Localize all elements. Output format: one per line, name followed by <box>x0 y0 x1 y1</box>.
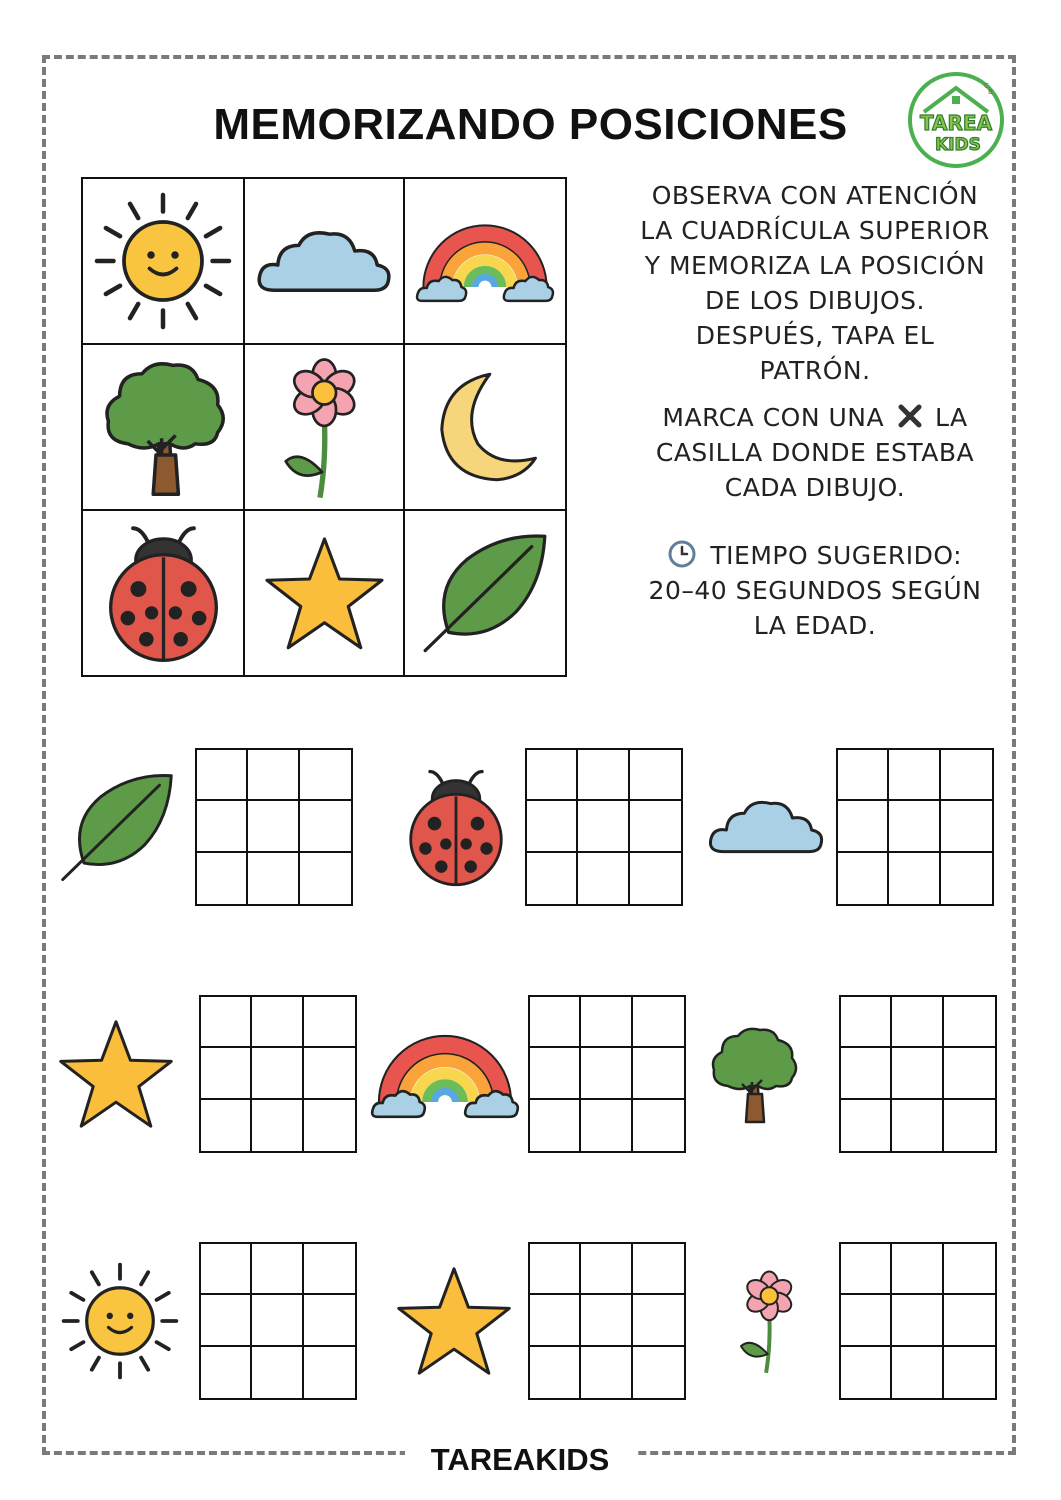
cross-mark-icon <box>897 403 923 429</box>
answer-cell[interactable] <box>252 1295 303 1346</box>
answer-cell[interactable] <box>892 1048 943 1099</box>
ladybug-icon <box>405 767 507 887</box>
answer-cell[interactable] <box>527 750 578 801</box>
answer-cell[interactable] <box>633 1347 684 1398</box>
instruction-line: 20–40 SEGUNDOS SEGÚN <box>648 576 982 605</box>
answer-cell[interactable] <box>300 750 351 801</box>
answer-cell[interactable] <box>633 1100 684 1151</box>
answer-cell[interactable] <box>527 853 578 904</box>
answer-cell[interactable] <box>892 1244 943 1295</box>
answer-cell[interactable] <box>304 1100 355 1151</box>
instruction-line: OBSERVA CON ATENCIÓN <box>651 181 979 210</box>
answer-cell[interactable] <box>578 853 629 904</box>
answer-cell[interactable] <box>581 1244 632 1295</box>
answer-grid <box>528 995 686 1153</box>
answer-cell[interactable] <box>201 997 252 1048</box>
answer-cell[interactable] <box>941 750 992 801</box>
answer-cell[interactable] <box>944 1048 995 1099</box>
answer-cell[interactable] <box>892 1100 943 1151</box>
answer-cell[interactable] <box>527 801 578 852</box>
answer-cell[interactable] <box>304 997 355 1048</box>
answer-cell[interactable] <box>841 1100 892 1151</box>
answer-cell[interactable] <box>944 1295 995 1346</box>
answer-grid <box>528 1242 686 1400</box>
answer-cell[interactable] <box>197 853 248 904</box>
svg-text:C: C <box>984 82 989 90</box>
rainbow-icon <box>415 218 555 305</box>
answer-cell[interactable] <box>889 750 940 801</box>
answer-cell[interactable] <box>944 997 995 1048</box>
instructions-observe <box>615 178 1015 388</box>
cloud-icon <box>254 223 394 300</box>
leaf-icon <box>420 531 550 655</box>
answer-cell[interactable] <box>941 801 992 852</box>
answer-cell[interactable] <box>889 801 940 852</box>
flower-icon <box>268 352 381 502</box>
answer-cell[interactable] <box>300 801 351 852</box>
answer-cell[interactable] <box>248 750 299 801</box>
answer-grid <box>525 748 683 906</box>
answer-cell[interactable] <box>941 853 992 904</box>
answer-cell[interactable] <box>944 1100 995 1151</box>
tareakids-logo <box>902 70 1010 168</box>
answer-cell[interactable] <box>530 1244 581 1295</box>
answer-cell[interactable] <box>304 1295 355 1346</box>
clock-icon <box>668 540 696 568</box>
flower-icon <box>728 1266 811 1376</box>
answer-cell[interactable] <box>197 750 248 801</box>
answer-cell[interactable] <box>841 1347 892 1398</box>
instruction-line: LA CUADRÍCULA SUPERIOR <box>640 216 990 245</box>
answer-cell[interactable] <box>630 853 681 904</box>
star-icon <box>56 1017 176 1131</box>
answer-cell[interactable] <box>838 853 889 904</box>
answer-cell[interactable] <box>892 1295 943 1346</box>
instructions-mark <box>615 400 1015 505</box>
answer-cell[interactable] <box>630 801 681 852</box>
answer-cell[interactable] <box>841 1295 892 1346</box>
answer-cell[interactable] <box>300 853 351 904</box>
logo-text-line2: KIDS <box>935 135 981 155</box>
answer-cell[interactable] <box>892 997 943 1048</box>
answer-cell[interactable] <box>530 1347 581 1398</box>
answer-cell[interactable] <box>252 1347 303 1398</box>
star-icon <box>394 1264 514 1378</box>
answer-cell[interactable] <box>578 801 629 852</box>
answer-cell[interactable] <box>201 1100 252 1151</box>
rainbow-icon <box>370 1028 520 1121</box>
answer-cell[interactable] <box>201 1244 252 1295</box>
instruction-line: CADA DIBUJO. <box>724 473 906 502</box>
answer-cell[interactable] <box>252 1244 303 1295</box>
moon-icon <box>425 367 545 487</box>
answer-cell[interactable] <box>841 997 892 1048</box>
answer-cell[interactable] <box>944 1244 995 1295</box>
answer-cell[interactable] <box>581 1295 632 1346</box>
answer-cell[interactable] <box>304 1048 355 1099</box>
answer-cell[interactable] <box>841 1244 892 1295</box>
instruction-line: PATRÓN. <box>759 356 871 385</box>
answer-grid <box>839 995 997 1153</box>
instruction-text: LA <box>934 403 968 432</box>
answer-cell[interactable] <box>201 1295 252 1346</box>
answer-cell[interactable] <box>530 1100 581 1151</box>
answer-cell[interactable] <box>252 997 303 1048</box>
answer-cell[interactable] <box>944 1347 995 1398</box>
cloud-icon <box>706 794 826 860</box>
instruction-line <box>615 538 1015 573</box>
instruction-line: DE LOS DIBUJOS. <box>705 286 925 315</box>
instruction-line: LA EDAD. <box>753 611 877 640</box>
leaf-icon <box>58 771 176 883</box>
pattern-cell <box>403 343 567 511</box>
answer-cell[interactable] <box>581 997 632 1048</box>
pattern-cell <box>81 177 245 345</box>
answer-cell[interactable] <box>530 997 581 1048</box>
answer-cell[interactable] <box>304 1244 355 1295</box>
pattern-cell <box>81 343 245 511</box>
answer-grid <box>199 1242 357 1400</box>
pattern-cell <box>403 509 567 677</box>
answer-grid <box>199 995 357 1153</box>
logo-text-line1: TAREA <box>919 111 993 135</box>
answer-cell[interactable] <box>248 853 299 904</box>
answer-cell[interactable] <box>248 801 299 852</box>
answer-cell[interactable] <box>252 1048 303 1099</box>
pattern-cell <box>243 509 405 677</box>
answer-cell[interactable] <box>578 750 629 801</box>
pattern-cell <box>81 509 245 677</box>
pattern-cell <box>403 177 567 345</box>
answer-cell[interactable] <box>252 1100 303 1151</box>
answer-cell[interactable] <box>889 853 940 904</box>
pattern-cell <box>243 343 405 511</box>
tree-icon <box>708 1024 798 1124</box>
answer-cell[interactable] <box>892 1347 943 1398</box>
answer-cell[interactable] <box>630 750 681 801</box>
answer-cell[interactable] <box>633 1295 684 1346</box>
answer-grid <box>839 1242 997 1400</box>
footer-brand: TAREAKIDS <box>405 1438 635 1482</box>
answer-cell[interactable] <box>838 801 889 852</box>
answer-grid <box>195 748 353 906</box>
instruction-text: TIEMPO SUGERIDO: <box>710 541 963 570</box>
answer-cell[interactable] <box>201 1048 252 1099</box>
answer-cell[interactable] <box>530 1295 581 1346</box>
answer-cell[interactable] <box>633 997 684 1048</box>
star-icon <box>262 534 387 653</box>
pattern-grid <box>82 178 566 676</box>
sun-icon <box>56 1257 184 1385</box>
page-title: MEMORIZANDO POSICIONES <box>213 100 848 149</box>
answer-cell[interactable] <box>633 1244 684 1295</box>
instruction-line: CASILLA DONDE ESTABA <box>655 438 975 467</box>
sun-icon <box>88 186 238 336</box>
instruction-line: DESPUÉS, TAPA EL <box>695 321 935 350</box>
answer-cell[interactable] <box>838 750 889 801</box>
answer-cell[interactable] <box>581 1347 632 1398</box>
answer-cell[interactable] <box>841 1048 892 1099</box>
tree-icon <box>100 357 226 497</box>
answer-cell[interactable] <box>581 1048 632 1099</box>
answer-cell[interactable] <box>581 1100 632 1151</box>
instruction-line: Y MEMORIZA LA POSICIÓN <box>644 251 986 280</box>
answer-cell[interactable] <box>530 1048 581 1099</box>
answer-grid <box>836 748 994 906</box>
instruction-text: MARCA CON UNA <box>662 403 885 432</box>
answer-cell[interactable] <box>201 1347 252 1398</box>
answer-cell[interactable] <box>633 1048 684 1099</box>
instructions-time <box>615 538 1015 643</box>
svg-text:B: B <box>988 88 993 96</box>
ladybug-icon <box>104 523 223 663</box>
instruction-line <box>615 400 1015 435</box>
pattern-cell <box>243 177 405 345</box>
answer-cell[interactable] <box>304 1347 355 1398</box>
answer-cell[interactable] <box>197 801 248 852</box>
